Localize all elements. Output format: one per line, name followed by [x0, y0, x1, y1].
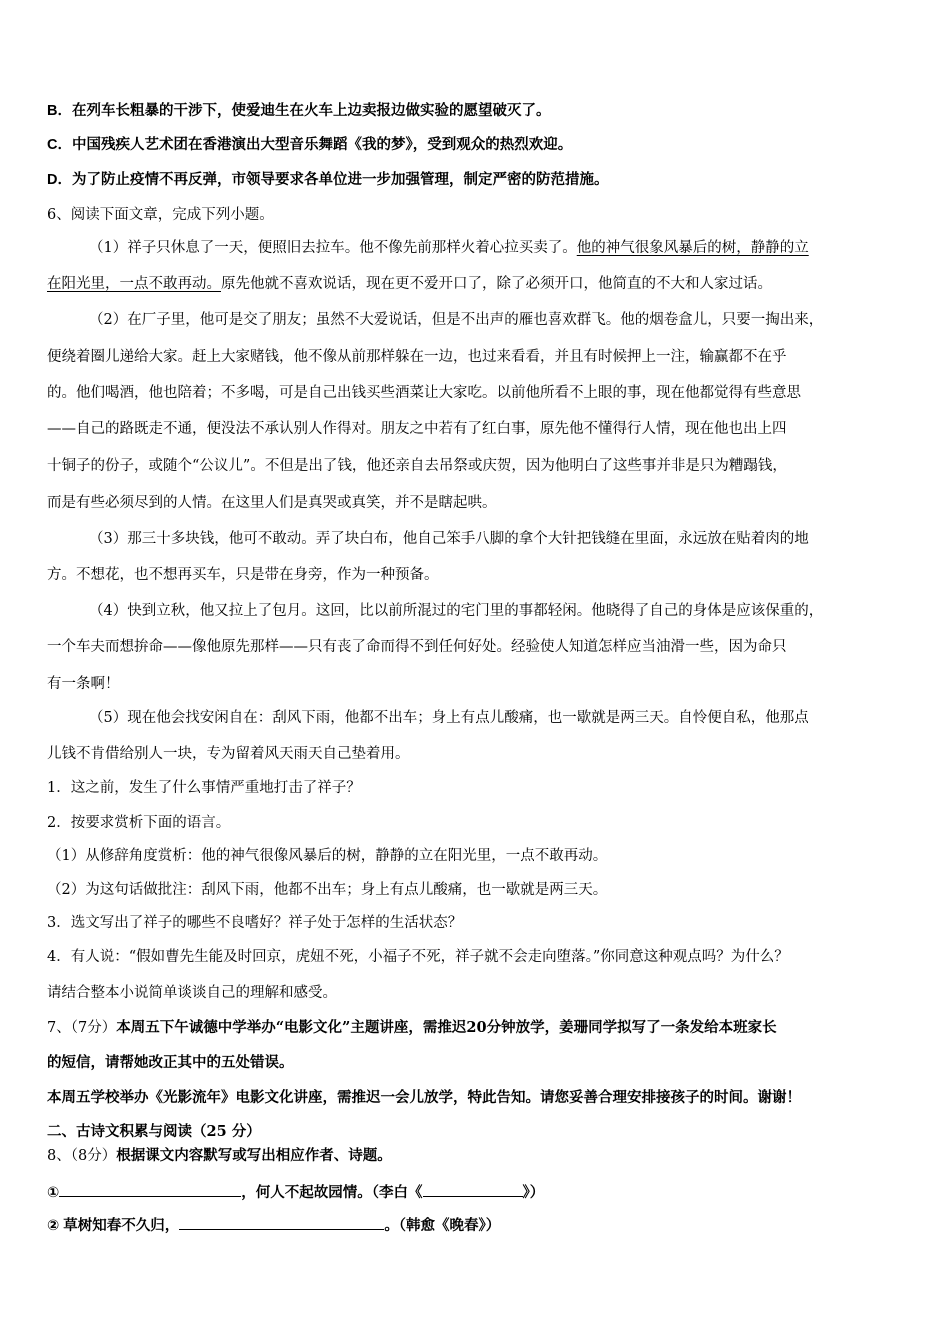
question-6-title: 6、阅读下面文章，完成下列小题。	[47, 207, 274, 223]
option-letter: B．	[47, 103, 72, 119]
passage-paragraph-2-line: （2）在厂子里，他可是交了朋友；虽然不大爱说话，但是不出声的雁也喜欢群飞。他的烟卷盒儿，只要一掏出来，	[89, 312, 824, 328]
sub-question: 3．选文写出了祥子的哪些不良嗜好？祥子处于怎样的生活状态？	[47, 915, 463, 931]
answer-blank[interactable]	[423, 1182, 523, 1197]
question-7-line	[47, 1018, 917, 1038]
passage-paragraph-3-line: 方。不想花，也不想再买车，只是带在身旁，作为一种预备。	[47, 567, 439, 583]
option-text: 在列车长粗暴的干涉下，使爱迪生在火车上边卖报边做实验的愿望破灭了。	[71, 103, 551, 119]
underlined-sentence: 在阳光里，一点不敢再动。	[47, 276, 221, 292]
passage-paragraph-5-line: 儿钱不肯借给别人一块，专为留着风天雨天自己垫着用。	[47, 746, 410, 762]
section-title: 二、古诗文积累与阅读（25 分）	[47, 1123, 261, 1140]
question-score: （7分）	[70, 1020, 117, 1036]
passage-paragraph-1-line	[89, 238, 917, 258]
option-letter: D．	[47, 172, 72, 188]
question-number: 7、	[47, 1020, 71, 1036]
sub-question: （2）为这句话做批注：刮风下雨，他都不出车；身上有点儿酸痛，也一歇就是两三天。	[47, 882, 608, 898]
passage-paragraph-2-line: ——自己的路既走不通，便没法不承认别人作得对。朋友之中若有了红白事，原先他不懂得行人情，现在他也出上四	[47, 421, 787, 437]
passage-paragraph-4-line: （4）快到立秋，他又拉上了包月。这回，比以前所混过的宅门里的事都轻闲。他晓得了自己的身体是应该保重的，	[89, 603, 824, 619]
sms-message: 本周五学校举办《光影流年》电影文化讲座，需推迟一会儿放学，特此告知。请您妥善合理安排接孩子的时间。谢谢！	[47, 1090, 801, 1106]
passage-paragraph-2-line: 便绕着圈儿递给大家。赶上大家赌钱，他不像从前那样躲在一边，也过来看看，并且有时候押上一注，输赢都不在乎	[47, 349, 787, 365]
option-text: 中国残疾人艺术团在香港演出大型音乐舞蹈《我的梦》，受到观众的热烈欢迎。	[71, 137, 573, 153]
answer-blank[interactable]	[179, 1215, 384, 1230]
fill-blank-item-1	[47, 1182, 917, 1203]
question-7-line: 的短信，请帮她改正其中的五处错误。	[47, 1054, 294, 1071]
sub-question: 1．这之前，发生了什么事情严重地打击了祥子？	[47, 780, 361, 796]
question-text: 本周五下午诚德中学举办“电影文化”主题讲座，需推迟20分钟放学，姜珊同学拟写了一条发给本班家长	[116, 1019, 777, 1036]
question-8-line	[47, 1146, 917, 1166]
passage-paragraph-4-line: 一个车夫而想拚命——像他原先那样——只有丧了命而得不到任何好处。经验使人知道怎样应当油滑一些，因为命只	[47, 639, 787, 655]
passage-paragraph-3-line: （3）那三十多块钱，他可不敢动。弄了块白布，他自己笨手八脚的拿个大针把钱缝在里面，永远放在贴着肉的地	[89, 531, 809, 547]
option-letter: C．	[47, 137, 72, 153]
item-mark: ①	[47, 1185, 60, 1201]
option-text: 为了防止疫情不再反弹，市领导要求各单位进一步加强管理，制定严密的防范措施。	[71, 172, 609, 188]
passage-paragraph-2-line: 而是有些必须尽到的人情。在这里人们是真哭或真笑，并不是瞎起哄。	[47, 495, 497, 511]
fill-blank-item-2	[47, 1215, 917, 1236]
option-c	[47, 135, 917, 155]
option-d	[47, 170, 917, 190]
passage-paragraph-1-line	[47, 274, 917, 294]
passage-text: （1）祥子只休息了一天，便照旧去拉车。他不像先前那样火着心拉买卖了。	[89, 240, 577, 256]
option-b	[47, 101, 917, 121]
passage-paragraph-4-line: 有一条啊！	[47, 676, 120, 692]
sub-question: 请结合整本小说简单谈谈自己的理解和感受。	[47, 985, 337, 1001]
item-text: ② 草树知春不久归，	[47, 1218, 180, 1234]
underlined-sentence: 他的神气很象风暴后的树，静静的立	[576, 240, 809, 256]
question-number: 8、	[47, 1148, 71, 1164]
sub-question: 4．有人说：“假如曹先生能及时回京，虎妞不死，小福子不死，祥子就不会走向堕落。”你同意这种观点吗？为什么？	[47, 949, 789, 965]
item-end: 》）	[522, 1185, 545, 1201]
sub-question: （1）从修辞角度赏析：他的神气很像风暴后的树，静静的立在阳光里，一点不敢再动。	[47, 848, 608, 864]
item-text: ，何人不起故园情。（李白《	[241, 1185, 423, 1201]
passage-paragraph-2-line: 十铜子的份子，或随个“公议儿”。不但是出了钱，他还亲自去吊祭或庆贺，因为他明白了这些事并非是只为糟蹋钱，	[47, 458, 787, 474]
passage-paragraph-5-line: （5）现在他会找安闲自在：刮风下雨，他都不出车；身上有点儿酸痛，也一歇就是两三天。自怜便自私，他那点	[89, 710, 809, 726]
passage-paragraph-2-line: 的。他们喝酒，他也陪着；不多喝，可是自己出钱买些酒菜让大家吃。以前他所看不上眼的事，现在他都觉得有些意思	[47, 385, 801, 401]
item-end: 。（韩愈《晚春》）	[384, 1218, 501, 1234]
question-score: （8分）	[70, 1148, 117, 1164]
answer-blank[interactable]	[59, 1182, 241, 1197]
question-text: 根据课文内容默写或写出相应作者、诗题。	[116, 1147, 392, 1164]
passage-text: 原先他就不喜欢说话，现在更不爱开口了，除了必须开口，他简直的不大和人家过话。	[221, 276, 772, 292]
sub-question: 2．按要求赏析下面的语言。	[47, 815, 231, 831]
